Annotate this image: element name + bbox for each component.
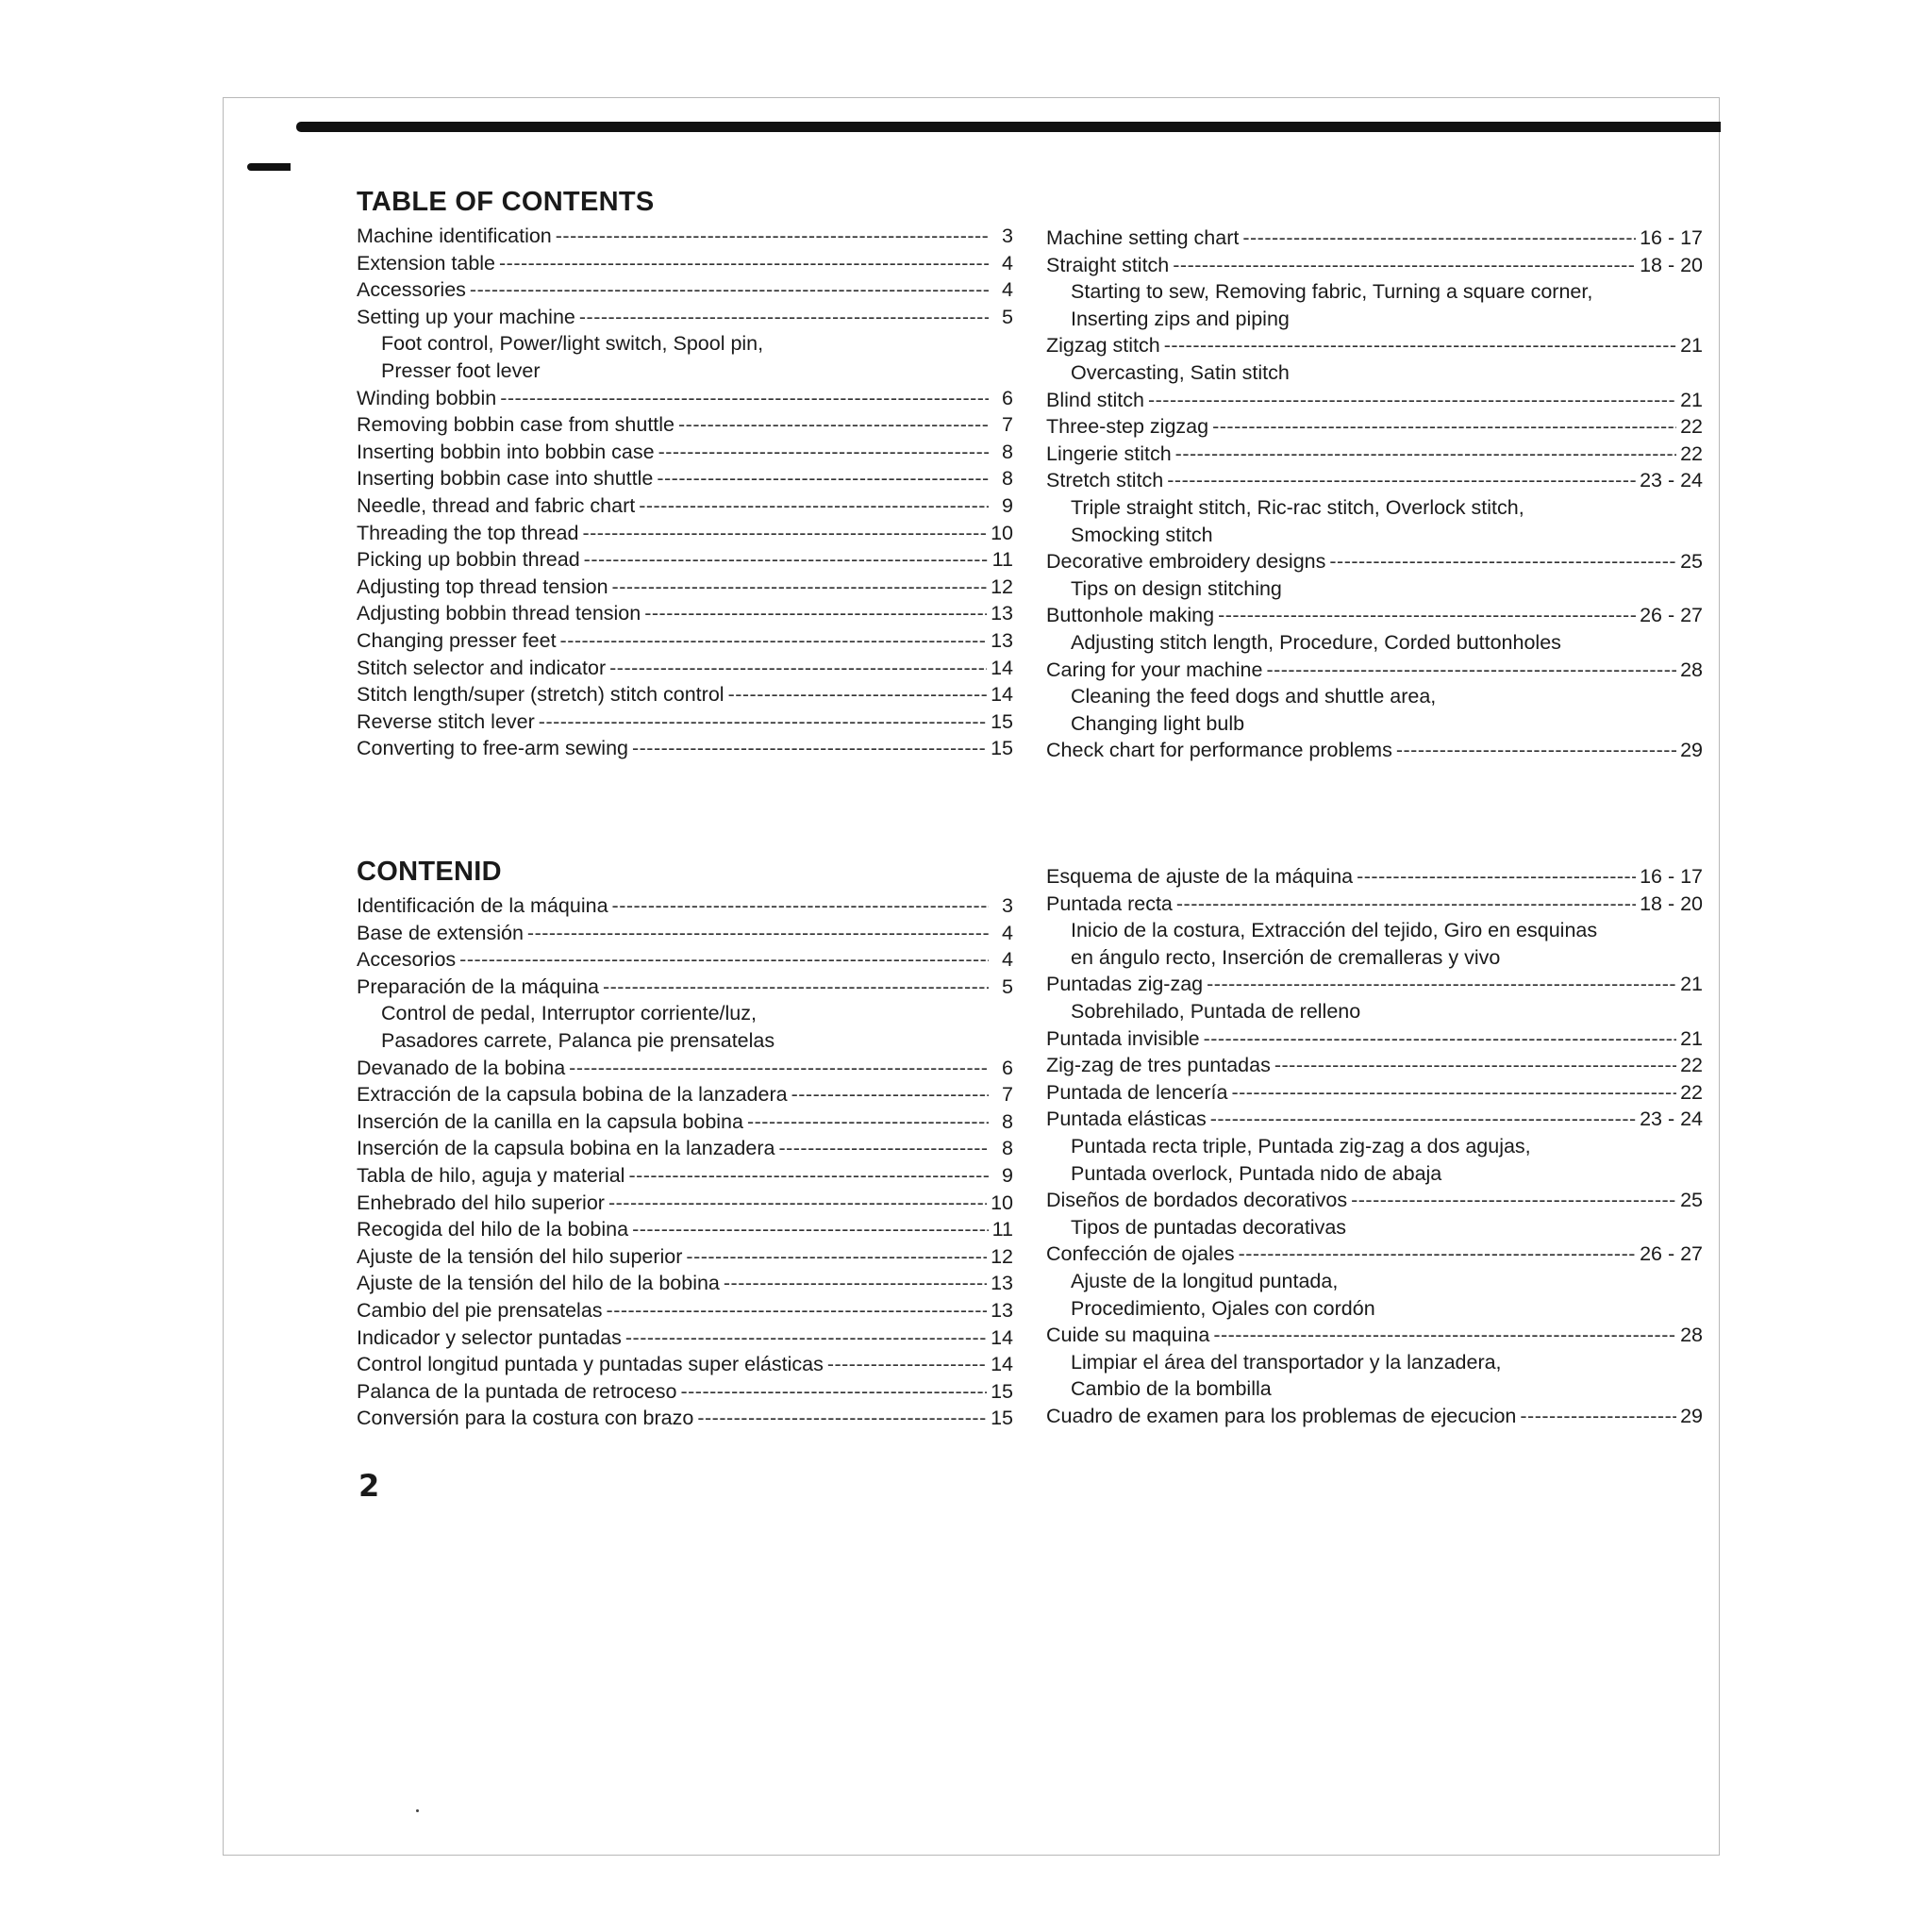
toc-entry-page: 12	[991, 1244, 1013, 1268]
toc-entry	[1046, 737, 1703, 764]
dot-leader	[1213, 1322, 1676, 1349]
toc-subentry: Foot control, Power/light switch, Spool pin,	[381, 332, 764, 356]
toc-entry-label: Diseños de bordados decorativos	[1046, 1189, 1348, 1212]
toc-entry-label: Ajuste de la tensión del hilo de la bobina	[357, 1272, 720, 1295]
toc-entry-page: 3	[1002, 894, 1013, 917]
toc-subentry: Overcasting, Satin stitch	[1071, 360, 1290, 384]
dot-leader	[678, 411, 989, 439]
toc-entry	[357, 1378, 1013, 1406]
dot-leader	[556, 223, 989, 250]
dot-leader	[607, 1297, 988, 1324]
toc-entry-page: 15	[991, 1407, 1013, 1430]
dot-leader	[1212, 413, 1676, 441]
toc-subentry: Ajuste de la longitud puntada,	[1071, 1269, 1339, 1292]
toc-entry-page: 10	[991, 1191, 1013, 1214]
dot-leader	[1204, 1025, 1677, 1053]
toc-entry	[357, 1270, 1013, 1297]
toc-entry	[357, 574, 1013, 601]
toc-entry-label: Inserción de la capsula bobina en la lanzadera	[357, 1137, 775, 1160]
toc-subentry: Presser foot lever	[381, 358, 541, 382]
scan-speck	[416, 1809, 419, 1812]
toc-entry-label: Zig-zag de tres puntadas	[1046, 1054, 1271, 1077]
toc-entry	[357, 1351, 1013, 1378]
toc-entry-label: Setting up your machine	[357, 305, 575, 328]
toc-entry	[357, 520, 1013, 547]
toc-entry-label: Recogida del hilo de la bobina	[357, 1218, 629, 1241]
toc-entry-page: 16 - 17	[1640, 226, 1703, 249]
toc-entry-page: 21	[1680, 388, 1703, 411]
toc-entry-page: 16 - 17	[1640, 865, 1703, 888]
toc-entry-page: 21	[1680, 334, 1703, 358]
dot-leader	[560, 627, 988, 655]
toc-subentry: Starting to sew, Removing fabric, Turning a square corner,	[1071, 280, 1593, 304]
toc-entry-label: Blind stitch	[1046, 388, 1144, 411]
dot-leader	[459, 946, 989, 974]
toc-subentry: Cleaning the feed dogs and shuttle area,	[1071, 685, 1437, 708]
toc-entry-page: 7	[1002, 1083, 1013, 1107]
toc-entry-page: 11	[991, 548, 1013, 572]
top-rule	[296, 122, 1721, 132]
toc-entry-page: 12	[991, 575, 1013, 598]
dot-leader	[1218, 602, 1636, 629]
toc-entry-page: 13	[991, 628, 1013, 652]
toc-entry-label: Inserción de la canilla en la capsula bobina	[357, 1109, 743, 1133]
dot-leader	[1351, 1187, 1676, 1214]
toc-entry-label: Lingerie stitch	[1046, 441, 1172, 465]
toc-entry	[1046, 548, 1703, 575]
toc-subentry: Adjusting stitch length, Procedure, Corded buttonholes	[1071, 630, 1561, 654]
toc-entry	[357, 304, 1013, 331]
toc-entry	[357, 920, 1013, 947]
toc-entry-page: 14	[991, 683, 1013, 707]
dot-leader	[747, 1108, 989, 1136]
dot-leader	[639, 492, 989, 520]
dot-leader	[1239, 1241, 1636, 1268]
toc-entry-page: 13	[991, 1298, 1013, 1322]
dot-leader	[1173, 252, 1636, 279]
dot-leader	[628, 1162, 989, 1190]
toc-entry	[1046, 1187, 1703, 1214]
toc-english-right	[1046, 225, 1703, 764]
toc-entry-page: 21	[1680, 973, 1703, 996]
toc-entry-page: 14	[991, 1353, 1013, 1376]
toc-entry-label: Machine identification	[357, 225, 552, 247]
toc-entry	[1046, 1241, 1703, 1268]
toc-entry-label: Caring for your machine	[1046, 658, 1263, 681]
toc-entry-label: Ajuste de la tensión del hilo superior	[357, 1244, 683, 1268]
toc-subentry: Pasadores carrete, Palanca pie prensatelas	[381, 1028, 775, 1052]
toc-entry-label: Puntada elásticas	[1046, 1108, 1207, 1131]
toc-entry-page: 15	[991, 737, 1013, 760]
toc-subentry: Procedimiento, Ojales con cordón	[1071, 1296, 1375, 1320]
toc-entry-page: 9	[1002, 493, 1013, 517]
toc-entry	[357, 1324, 1013, 1352]
toc-entry-label: Inserting bobbin case into shuttle	[357, 467, 654, 491]
toc-english-left	[357, 181, 1013, 762]
toc-entry	[357, 681, 1013, 708]
toc-entry-page: 14	[991, 656, 1013, 679]
toc-entry	[357, 1190, 1013, 1217]
toc-entry-page: 26 - 27	[1640, 1242, 1703, 1266]
margin-mark	[247, 163, 291, 171]
dot-leader	[612, 574, 988, 601]
toc-entry-label: Confección de ojales	[1046, 1242, 1235, 1266]
dot-leader	[1266, 657, 1676, 684]
toc-entry	[1046, 252, 1703, 279]
toc-entry-page: 9	[1002, 1163, 1013, 1187]
dot-leader	[612, 892, 989, 920]
toc-entry-page: 5	[1002, 974, 1013, 998]
toc-entry-label: Changing presser feet	[357, 628, 557, 652]
toc-entry	[357, 546, 1013, 574]
dot-leader	[499, 250, 989, 277]
toc-entry-label: Cuadro de examen para los problemas de ejecucion	[1046, 1404, 1517, 1427]
toc-subentry: Puntada recta triple, Puntada zig-zag a dos agujas,	[1071, 1134, 1531, 1158]
toc-entry-page: 8	[1002, 1137, 1013, 1160]
dot-leader	[1242, 225, 1636, 252]
toc-entry-label: Removing bobbin case from shuttle	[357, 413, 675, 437]
page-number: 2	[358, 1468, 380, 1504]
toc-entry-label: Cuide su maquina	[1046, 1324, 1210, 1347]
toc-entry	[1046, 225, 1703, 252]
dot-leader	[1329, 548, 1676, 575]
toc-entry	[1046, 387, 1703, 414]
toc-entry	[357, 465, 1013, 492]
toc-entry-label: Threading the top thread	[357, 521, 579, 544]
toc-entry	[1046, 971, 1703, 998]
toc-entry-label: Tabla de hilo, aguja y material	[357, 1163, 625, 1187]
toc-entry-label: Cambio del pie prensatelas	[357, 1298, 603, 1322]
toc-entry-page: 21	[1680, 1026, 1703, 1050]
dot-leader	[500, 385, 989, 412]
toc-entry	[357, 1135, 1013, 1162]
dot-leader	[582, 520, 987, 547]
toc-entry-page: 14	[991, 1325, 1013, 1349]
toc-entry-label: Extension table	[357, 251, 496, 275]
toc-entry-page: 4	[1002, 251, 1013, 275]
toc-entry-page: 3	[1002, 225, 1013, 247]
toc-entry	[1046, 891, 1703, 918]
toc-entry-label: Decorative embroidery designs	[1046, 550, 1326, 574]
dot-leader	[657, 465, 989, 492]
toc-entry-page: 25	[1680, 1189, 1703, 1212]
dot-leader	[579, 304, 989, 331]
toc-entry	[357, 627, 1013, 655]
toc-entry	[357, 974, 1013, 1001]
dot-leader	[632, 1216, 989, 1243]
toc-subentry: Smocking stitch	[1071, 523, 1213, 546]
dot-leader	[1357, 863, 1636, 891]
toc-entry	[357, 492, 1013, 520]
toc-entry-page: 13	[991, 602, 1013, 625]
toc-entry-label: Adjusting top thread tension	[357, 575, 608, 598]
toc-english-left-list	[357, 223, 1013, 762]
toc-entry-label: Devanado de la bobina	[357, 1056, 566, 1079]
toc-subentry: Control de pedal, Interruptor corriente/luz,	[381, 1002, 757, 1025]
toc-subentry: Sobrehilado, Puntada de relleno	[1071, 999, 1361, 1023]
dot-leader	[686, 1243, 987, 1271]
toc-entry-label: Accessories	[357, 278, 466, 302]
toc-entry-label: Converting to free-arm sewing	[357, 737, 628, 760]
toc-entry-page: 8	[1002, 467, 1013, 491]
toc-entry-page: 28	[1680, 658, 1703, 681]
dot-leader	[569, 1055, 989, 1082]
toc-entry	[1046, 1025, 1703, 1053]
toc-entry-page: 5	[1002, 305, 1013, 328]
toc-entry-label: Extracción de la capsula bobina de la lanzadera	[357, 1083, 788, 1107]
toc-entry-page: 8	[1002, 1109, 1013, 1133]
toc-entry-label: Stretch stitch	[1046, 469, 1164, 492]
toc-subentry: Triple straight stitch, Ric-rac stitch, Overlock stitch,	[1071, 495, 1524, 519]
toc-subentry: Cambio de la bombilla	[1071, 1377, 1272, 1401]
dot-leader	[658, 439, 989, 466]
toc-entry	[357, 276, 1013, 304]
toc-entry	[1046, 413, 1703, 441]
dot-leader	[1148, 387, 1676, 414]
toc-entry	[357, 1162, 1013, 1190]
toc-entry-label: Identificación de la máquina	[357, 894, 608, 917]
toc-entry	[1046, 602, 1703, 629]
toc-entry-page: 15	[991, 709, 1013, 733]
toc-entry	[1046, 1322, 1703, 1349]
dot-leader	[470, 276, 989, 304]
dot-leader	[1164, 332, 1676, 359]
toc-entry-page: 29	[1680, 1404, 1703, 1427]
dot-leader	[791, 1081, 989, 1108]
toc-entry	[1046, 467, 1703, 494]
toc-subentry: Puntada overlock, Puntada nido de abaja	[1071, 1161, 1442, 1185]
toc-entry-page: 26 - 27	[1640, 604, 1703, 627]
toc-entry-label: Three-step zigzag	[1046, 415, 1209, 439]
toc-entry-label: Reverse stitch lever	[357, 709, 535, 733]
dot-leader	[625, 1324, 987, 1352]
toc-entry-label: Check chart for performance problems	[1046, 739, 1392, 762]
toc-subentry: Inicio de la costura, Extracción del tejido, Giro en esquinas	[1071, 919, 1598, 942]
dot-leader	[697, 1405, 987, 1432]
toc-entry-label: Stitch length/super (stretch) stitch control	[357, 683, 724, 707]
toc-entry-label: Puntada recta	[1046, 891, 1173, 915]
toc-entry	[357, 600, 1013, 627]
toc-entry	[357, 1405, 1013, 1432]
toc-entry-page: 4	[1002, 948, 1013, 972]
dot-leader	[527, 920, 989, 947]
toc-spanish-left	[357, 851, 1013, 1432]
toc-entry	[357, 1055, 1013, 1082]
toc-entry	[357, 946, 1013, 974]
toc-entry	[1046, 441, 1703, 468]
toc-entry-page: 22	[1680, 415, 1703, 439]
toc-entry-label: Needle, thread and fabric chart	[357, 493, 636, 517]
toc-entry-page: 10	[991, 521, 1013, 544]
toc-subentry: Changing light bulb	[1071, 711, 1245, 735]
toc-entry	[357, 735, 1013, 762]
toc-entry	[1046, 1052, 1703, 1079]
toc-entry-page: 18 - 20	[1640, 253, 1703, 276]
toc-entry	[357, 250, 1013, 277]
toc-entry-label: Adjusting bobbin thread tension	[357, 602, 641, 625]
toc-entry	[1046, 1106, 1703, 1133]
toc-english-heading: TABLE OF CONTENTS	[357, 187, 655, 217]
toc-entry-label: Stitch selector and indicator	[357, 656, 607, 679]
toc-spanish-left-list	[357, 892, 1013, 1432]
toc-entry	[1046, 1403, 1703, 1430]
toc-entry-label: Conversión para la costura con brazo	[357, 1407, 694, 1430]
toc-entry-label: Zigzag stitch	[1046, 334, 1160, 358]
toc-entry	[357, 892, 1013, 920]
toc-english-right-list	[1046, 225, 1703, 764]
toc-entry-label: Winding bobbin	[357, 386, 497, 409]
toc-entry	[357, 708, 1013, 736]
toc-entry-label: Puntadas zig-zag	[1046, 973, 1204, 996]
toc-entry-page: 22	[1680, 1054, 1703, 1077]
toc-entry-label: Base de extensión	[357, 921, 524, 944]
toc-entry-page: 4	[1002, 921, 1013, 944]
toc-entry	[357, 1108, 1013, 1136]
dot-leader	[632, 735, 987, 762]
toc-entry-label: Control longitud puntada y puntadas super elásticas	[357, 1353, 824, 1376]
toc-subentry: en ángulo recto, Inserción de cremalleras y vivo	[1071, 945, 1501, 969]
toc-entry-page: 25	[1680, 550, 1703, 574]
dot-leader	[609, 655, 987, 682]
toc-entry	[357, 1216, 1013, 1243]
toc-entry-page: 18 - 20	[1640, 891, 1703, 915]
toc-entry	[357, 1297, 1013, 1324]
dot-leader	[1520, 1403, 1676, 1430]
toc-entry	[357, 655, 1013, 682]
toc-entry	[357, 439, 1013, 466]
toc-spanish-right-list	[1046, 863, 1703, 1429]
toc-entry-label: Puntada invisible	[1046, 1026, 1200, 1050]
dot-leader	[644, 600, 987, 627]
dot-leader	[827, 1351, 987, 1378]
toc-entry-page: 4	[1002, 278, 1013, 302]
toc-entry-page: 6	[1002, 386, 1013, 409]
toc-entry-label: Picking up bobbin thread	[357, 548, 580, 572]
dot-leader	[539, 708, 987, 736]
toc-entry-label: Straight stitch	[1046, 253, 1170, 276]
toc-entry-label: Enhebrado del hilo superior	[357, 1191, 605, 1214]
toc-entry-page: 22	[1680, 1080, 1703, 1104]
toc-entry-page: 7	[1002, 413, 1013, 437]
toc-subentry: Limpiar el área del transportador y la lanzadera,	[1071, 1350, 1502, 1374]
dot-leader	[1167, 467, 1636, 494]
dot-leader	[1176, 891, 1636, 918]
toc-entry	[357, 385, 1013, 412]
toc-entry-label: Esquema de ajuste de la máquina	[1046, 865, 1354, 888]
toc-entry-page: 8	[1002, 440, 1013, 463]
toc-subentry: Tips on design stitching	[1071, 576, 1282, 600]
dot-leader	[1207, 971, 1676, 998]
dot-leader	[1175, 441, 1676, 468]
dot-leader	[728, 681, 988, 708]
dot-leader	[1396, 737, 1676, 764]
dot-leader	[724, 1270, 987, 1297]
dot-leader	[603, 974, 989, 1001]
toc-entry	[357, 1243, 1013, 1271]
toc-spanish-heading: CONTENID	[357, 857, 502, 887]
toc-entry	[357, 223, 1013, 250]
dot-leader	[1210, 1106, 1636, 1133]
toc-subentry: Tipos de puntadas decorativas	[1071, 1215, 1347, 1239]
toc-entry-page: 11	[991, 1218, 1013, 1241]
toc-subentry: Inserting zips and piping	[1071, 307, 1290, 330]
toc-entry	[1046, 1079, 1703, 1107]
toc-entry-page: 13	[991, 1272, 1013, 1295]
toc-entry-page: 28	[1680, 1324, 1703, 1347]
toc-entry-page: 22	[1680, 441, 1703, 465]
toc-entry-label: Inserting bobbin into bobbin case	[357, 440, 655, 463]
dot-leader	[680, 1378, 987, 1406]
toc-entry-page: 23 - 24	[1640, 1108, 1703, 1131]
toc-entry	[1046, 657, 1703, 684]
dot-leader	[778, 1135, 989, 1162]
toc-entry	[1046, 332, 1703, 359]
toc-entry	[357, 411, 1013, 439]
toc-spanish-right	[1046, 863, 1703, 1429]
toc-entry-label: Preparación de la máquina	[357, 974, 599, 998]
toc-entry	[1046, 863, 1703, 891]
toc-entry-label: Accesorios	[357, 948, 457, 972]
dot-leader	[584, 546, 989, 574]
toc-entry-page: 6	[1002, 1056, 1013, 1079]
dot-leader	[608, 1190, 987, 1217]
toc-entry-label: Palanca de la puntada de retroceso	[357, 1379, 677, 1403]
toc-entry-page: 15	[991, 1379, 1013, 1403]
toc-entry-label: Buttonhole making	[1046, 604, 1215, 627]
toc-entry	[357, 1081, 1013, 1108]
toc-entry-label: Indicador y selector puntadas	[357, 1325, 622, 1349]
dot-leader	[1231, 1079, 1676, 1107]
toc-entry-label: Puntada de lencería	[1046, 1080, 1228, 1104]
toc-entry-label: Machine setting chart	[1046, 226, 1240, 249]
dot-leader	[1274, 1052, 1676, 1079]
toc-entry-page: 29	[1680, 739, 1703, 762]
toc-entry-page: 23 - 24	[1640, 469, 1703, 492]
